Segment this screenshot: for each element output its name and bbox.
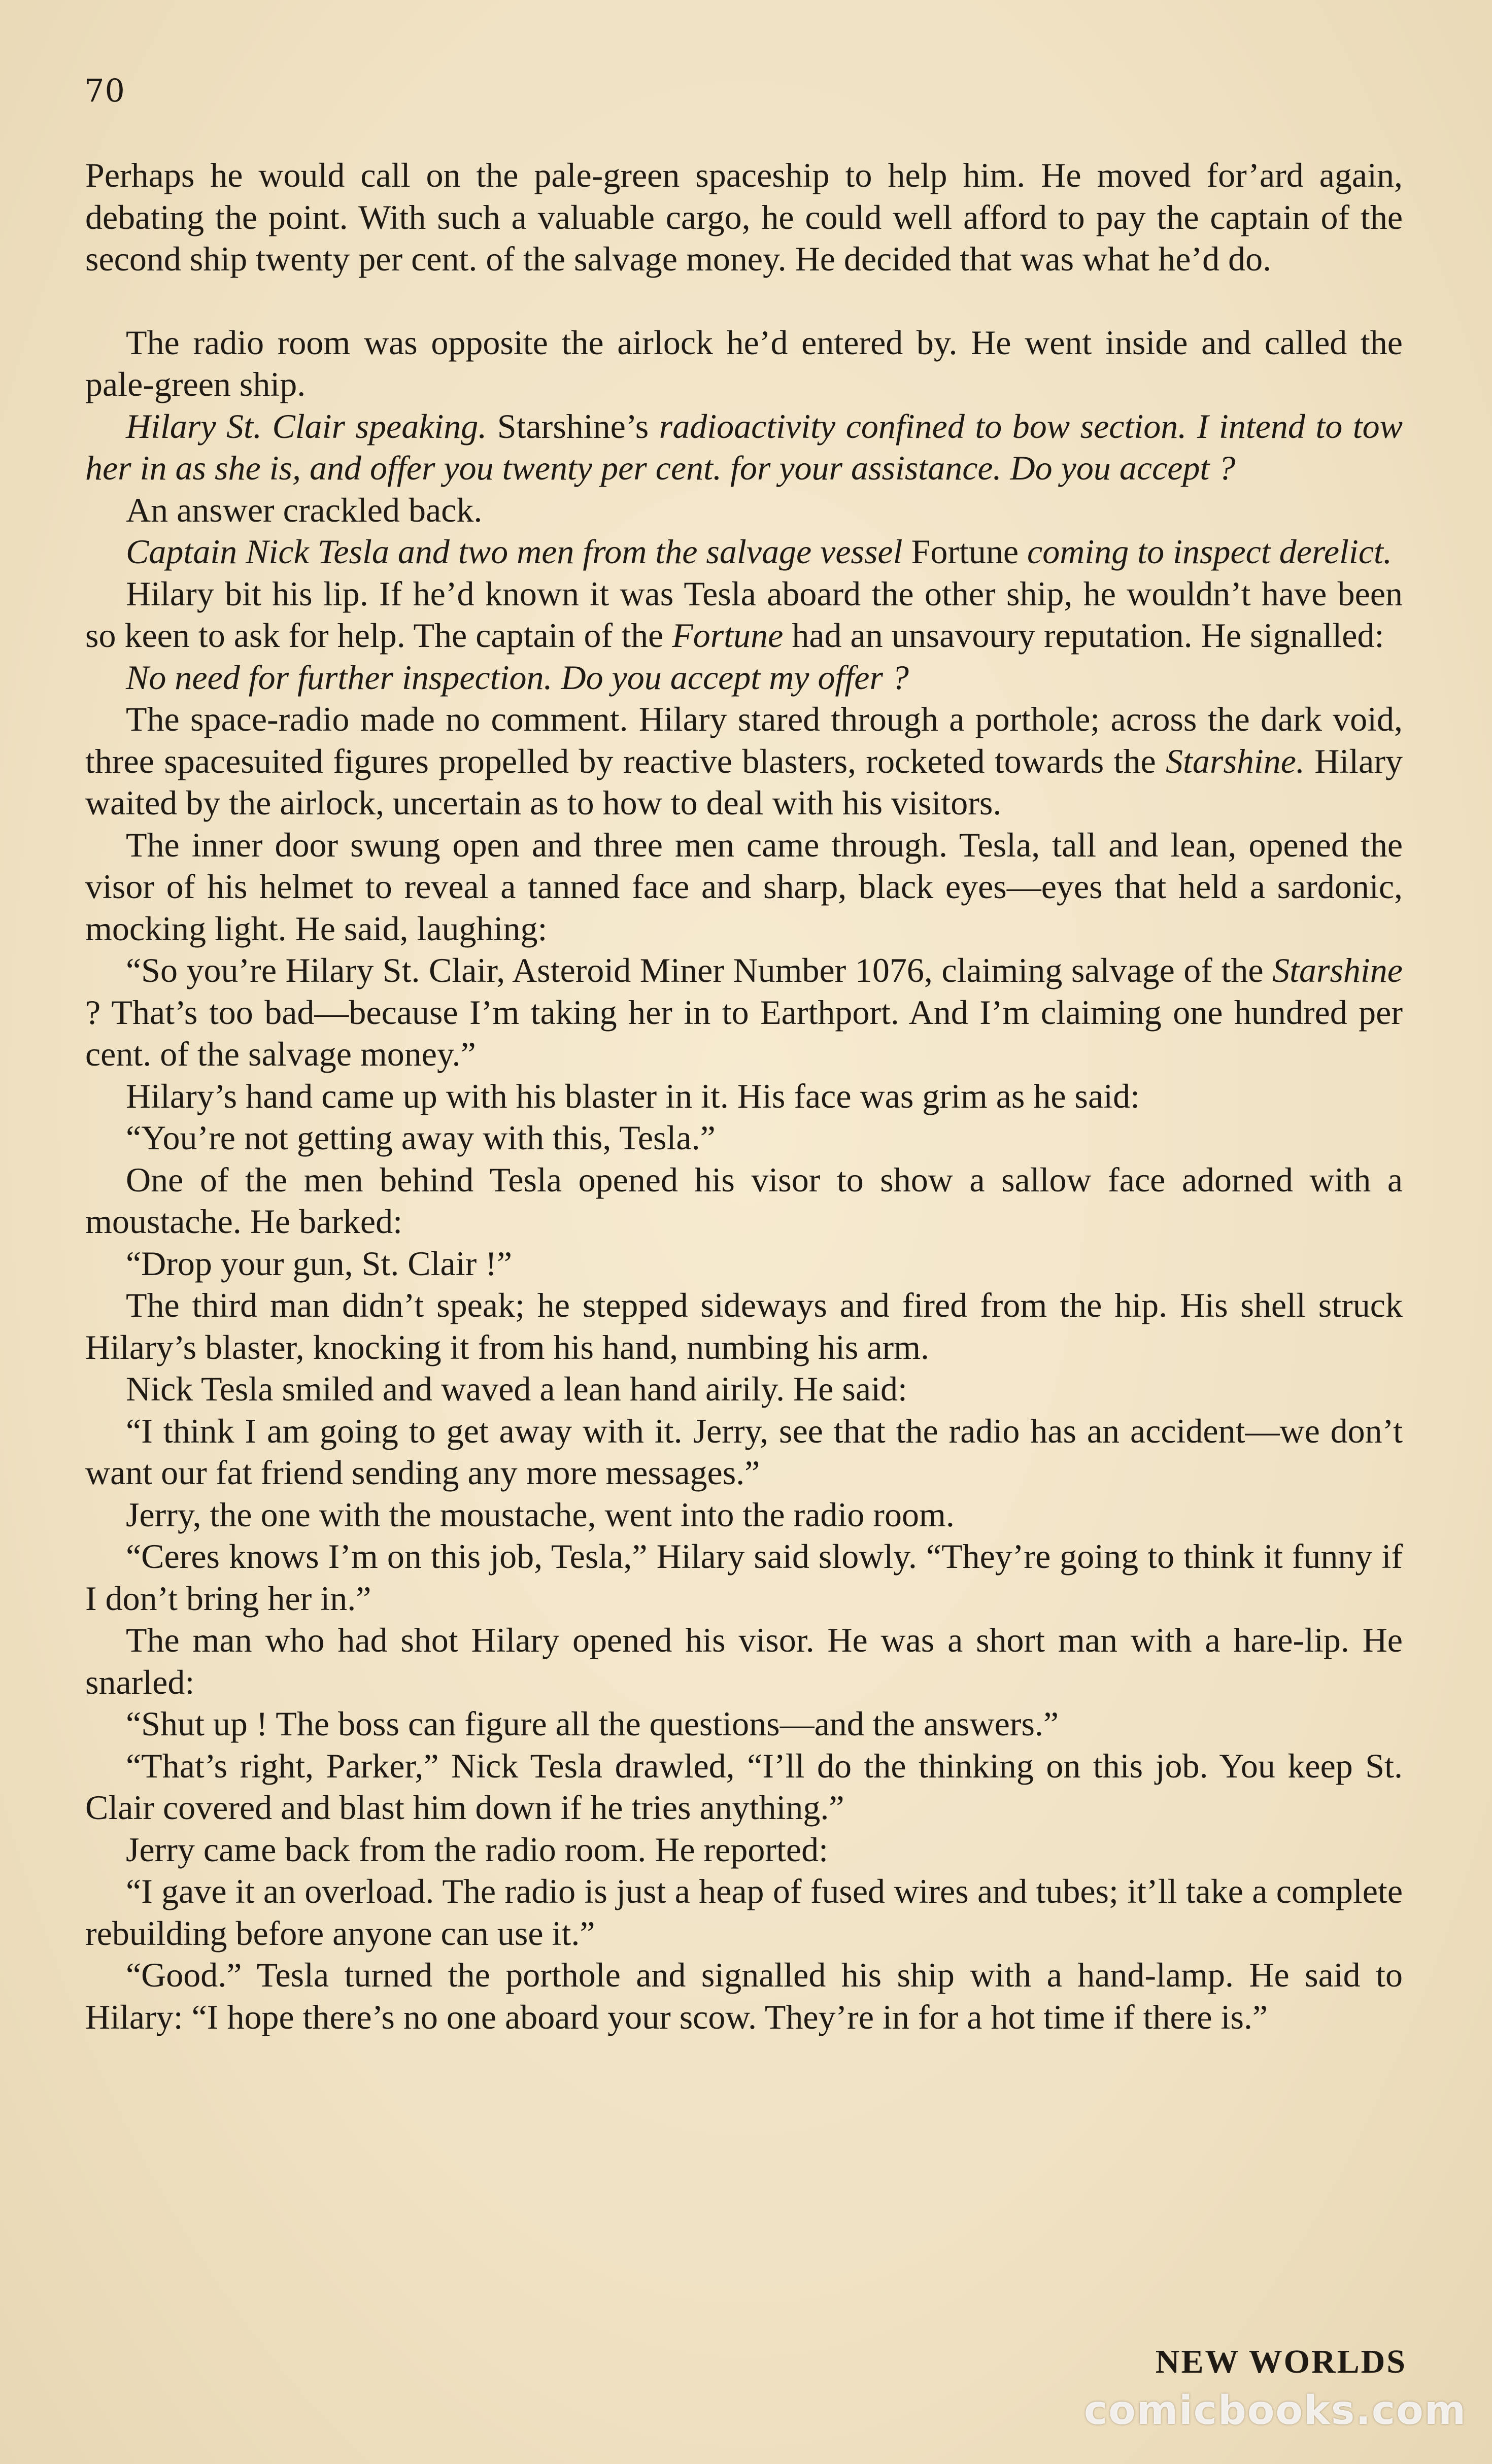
- paragraph: [85, 1159, 1403, 1243]
- italic-text: Starshine: [1272, 951, 1403, 989]
- paragraph: [85, 1494, 1403, 1536]
- text-run: An answer crackled back.: [126, 490, 483, 529]
- paragraph: [85, 1619, 1403, 1703]
- text-run: “Ceres knows I’m on this job, Tesla,” Hilary said slowly. “They’re going to think it funny if I don’t bring her in.”: [85, 1537, 1403, 1618]
- text-run: Fortune: [902, 532, 1028, 571]
- paragraph: [85, 1745, 1403, 1829]
- text-run: Hilary’s hand came up with his blaster in it. His face was grim as he said:: [126, 1076, 1140, 1115]
- italic-text: Fortune: [672, 616, 784, 655]
- paragraph: [85, 1954, 1403, 2038]
- text-run: “I gave it an overload. The radio is just a heap of fused wires and tubes; it’ll take a complete rebuilding before anyone can use it.”: [85, 1872, 1403, 1953]
- text-run: Starshine’s: [487, 406, 659, 446]
- watermark-logo: comicbooks.com: [1083, 2388, 1467, 2434]
- story-text: [85, 154, 1403, 2038]
- text-run: The space-radio made no comment. Hilary stared through a porthole; across the dark void, three spacesuited figures propelled by reactive blasters, rocketed towards the: [85, 700, 1403, 780]
- italic-text: Captain Nick Tesla and two men from the salvage vessel: [126, 532, 903, 571]
- paragraph: [85, 1870, 1403, 1954]
- paragraph: [85, 1117, 1403, 1159]
- paragraph: [85, 1829, 1403, 1871]
- paragraph: [85, 1284, 1403, 1368]
- text-run: Jerry, the one with the moustache, went into the radio room.: [126, 1495, 955, 1534]
- paragraph: [85, 1075, 1403, 1117]
- text-run: had an unsavoury reputation. He signalled:: [783, 616, 1384, 655]
- text-run: Jerry came back from the radio room. He reported:: [126, 1830, 828, 1869]
- italic-text: radioactivity confined to bow section. I intend to tow her in as she is, and offer you twenty per cent. for your assistance. Do you accept ?: [85, 406, 1403, 487]
- text-run: The man who had shot Hilary opened his visor. He was a short man with a hare-lip. He snarled:: [85, 1621, 1403, 1701]
- italic-text: Starshine.: [1166, 741, 1305, 780]
- paragraph: [85, 1410, 1403, 1494]
- text-run: Perhaps he would call on the pale-green spaceship to help him. He moved for’ard again, debating the point. With such a valuable cargo, he could well afford to pay the captain of the second ship twenty per cent. of the salvage money. He decided that was what he’d do.: [85, 156, 1403, 278]
- text-run: “Good.” Tesla turned the porthole and signalled his ship with a hand-lamp. He said to Hilary: “I hope there’s no one aboard your scow. They’re in for a hot time if there is.”: [85, 1956, 1403, 2036]
- text-run: Hilary bit his lip. If he’d known it was Tesla aboard the other ship, he wouldn’t have been so keen to ask for help. The captain of the: [85, 574, 1403, 655]
- text-run: The inner door swung open and three men came through. Tesla, tall and lean, opened the visor of his helmet to reveal a tanned face and sharp, black eyes—eyes that held a sardonic, mocking light. He said, laughing:: [85, 825, 1403, 948]
- italic-text: No need for further inspection. Do you accept my offer ?: [126, 658, 909, 697]
- text-run: “Shut up ! The boss can figure all the questions—and the answers.”: [126, 1704, 1059, 1743]
- text-run: The radio room was opposite the airlock he’d entered by. He went inside and called the pale-green ship.: [85, 323, 1403, 403]
- text-run: One of the men behind Tesla opened his visor to show a sallow face adorned with a moustache. He barked:: [85, 1160, 1403, 1241]
- text-run: Nick Tesla smiled and waved a lean hand airily. He said:: [126, 1370, 907, 1408]
- text-run: “Drop your gun, St. Clair !”: [126, 1244, 513, 1283]
- paragraph: [85, 573, 1403, 657]
- italic-text: coming to inspect derelict.: [1027, 532, 1392, 571]
- text-run: Hilary waited by the airlock, uncertain as to how to deal with his visitors.: [85, 741, 1403, 822]
- paragraph: [85, 1703, 1403, 1745]
- paragraph: [85, 1535, 1403, 1619]
- paragraph: [85, 657, 1403, 699]
- paragraph: [85, 1368, 1403, 1410]
- text-run: ? That’s too bad—because I’m taking her in to Earthport. And I’m claiming one hundred per cent. of the salvage money.”: [85, 993, 1403, 1073]
- paragraph: [85, 698, 1403, 824]
- paragraph: [85, 405, 1403, 489]
- text-run: “So you’re Hilary St. Clair, Asteroid Miner Number 1076, claiming salvage of the: [126, 951, 1273, 989]
- paragraph: [85, 824, 1403, 950]
- text-run: “I think I am going to get away with it. Jerry, see that the radio has an accident—we don’t want our fat friend sending any more messages.”: [85, 1411, 1403, 1492]
- magazine-footer: NEW WORLDS: [1155, 2343, 1407, 2380]
- paragraph: [85, 531, 1403, 573]
- paragraph: [85, 489, 1403, 531]
- italic-text: Hilary St. Clair speaking.: [126, 406, 487, 446]
- text-run: “That’s right, Parker,” Nick Tesla drawled, “I’ll do the thinking on this job. You keep St. Clair covered and blast him down if he tries anything.”: [85, 1746, 1403, 1827]
- paragraph: [85, 322, 1403, 405]
- text-run: The third man didn’t speak; he stepped sideways and fired from the hip. His shell struck Hilary’s blaster, knocking it from his hand, numbing his arm.: [85, 1286, 1403, 1366]
- paragraph: [85, 949, 1403, 1075]
- page-number: 70: [84, 72, 125, 109]
- text-run: “You’re not getting away with this, Tesla.”: [126, 1118, 716, 1157]
- paragraph: [85, 154, 1403, 280]
- paragraph: [85, 1243, 1403, 1285]
